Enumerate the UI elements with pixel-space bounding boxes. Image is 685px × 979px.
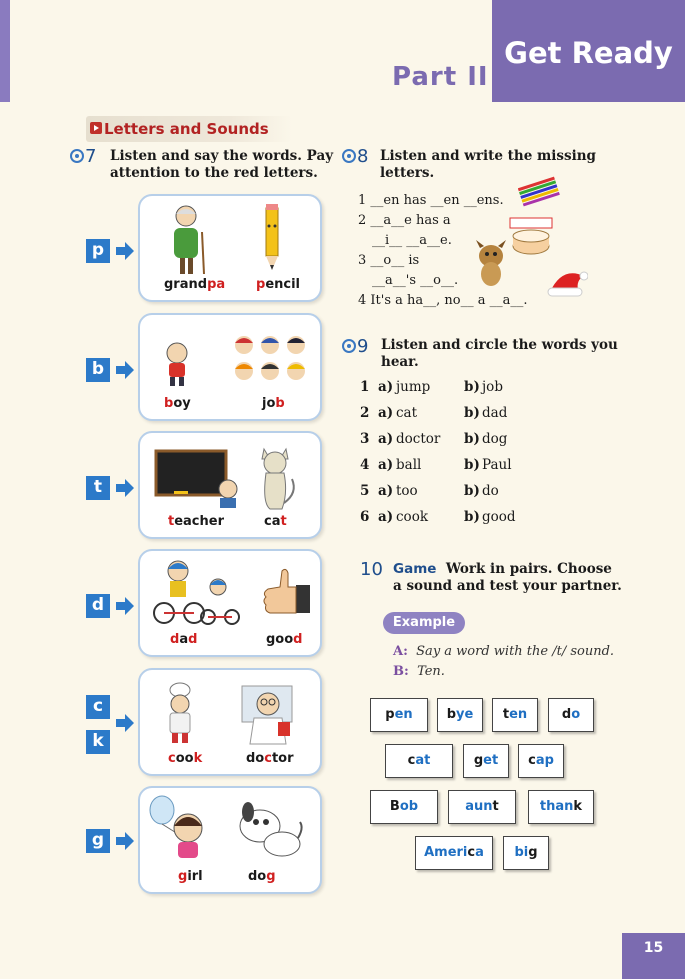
left-color-strip bbox=[0, 0, 10, 102]
word-good: good bbox=[266, 632, 303, 647]
ex9-row: 3 a) doctor b) dog bbox=[360, 431, 508, 447]
word-pencil: pencil bbox=[256, 277, 301, 292]
ex9-row: 2 a) cat b) dad bbox=[360, 405, 508, 421]
teacher-illustration bbox=[154, 449, 244, 509]
santa-hat-illustration bbox=[546, 266, 588, 298]
ex7-instruction: Listen and say the words. Pay attention to the red letters. bbox=[110, 148, 334, 181]
ex8-line: 4 It's a ha__, no__ a __a__. bbox=[358, 293, 528, 308]
pencil-illustration bbox=[258, 202, 286, 276]
pens-illustration bbox=[518, 176, 560, 208]
arrow-right-icon bbox=[116, 714, 134, 732]
doctor-illustration bbox=[240, 684, 300, 746]
arrow-right-icon bbox=[116, 597, 134, 615]
play-icon bbox=[90, 122, 102, 134]
word-job: job bbox=[262, 396, 285, 411]
cat-illustration bbox=[256, 443, 300, 511]
word-card-big: big bbox=[503, 836, 549, 870]
girl-illustration bbox=[148, 794, 214, 864]
example-line-b: B: Ten. bbox=[393, 664, 445, 679]
word-card-aunt: aunt bbox=[448, 790, 516, 824]
word-card-c-k bbox=[138, 668, 322, 776]
word-card-ten: ten bbox=[492, 698, 538, 732]
part-title: Part II bbox=[392, 62, 489, 92]
ex9-row: 5 a) too b) do bbox=[360, 483, 499, 499]
letter-p: p bbox=[86, 239, 110, 263]
word-card-p bbox=[138, 194, 322, 302]
ex8-number: 8 bbox=[342, 146, 368, 167]
ex10-instruction: Game Work in pairs. Choose a sound and test your partner. bbox=[393, 561, 622, 594]
ex8-line: __i__ __a__e. bbox=[372, 233, 452, 248]
ex8-line: 1 __en has __en __ens. bbox=[358, 193, 504, 208]
word-cook: cook bbox=[168, 751, 203, 766]
word-card-pen: pen bbox=[370, 698, 428, 732]
letter-k: k bbox=[86, 730, 110, 754]
ex9-instruction: Listen and circle the words you hear. bbox=[381, 337, 618, 370]
section-heading-text: Letters and Sounds bbox=[104, 120, 269, 138]
word-card-america: America bbox=[415, 836, 493, 870]
word-card-cap: cap bbox=[518, 744, 564, 778]
dog-illustration bbox=[474, 240, 508, 288]
word-card-t bbox=[138, 431, 322, 539]
cd-audio-icon bbox=[70, 149, 84, 163]
page-number: 15 bbox=[622, 933, 685, 979]
example-label: Example bbox=[383, 612, 465, 634]
dog-illustration bbox=[234, 798, 304, 864]
word-card-g bbox=[138, 786, 322, 894]
word-dad: dad bbox=[170, 632, 198, 647]
boy-illustration bbox=[160, 341, 194, 387]
word-girl: girl bbox=[178, 869, 203, 884]
letter-d: d bbox=[86, 594, 110, 618]
grandpa-illustration bbox=[162, 202, 210, 276]
ex9-row: 1 a) jump b) job bbox=[360, 379, 503, 395]
ex9-row: 6 a) cook b) good bbox=[360, 509, 516, 525]
thumbs-up-illustration bbox=[260, 567, 312, 619]
ex7-number: 7 bbox=[70, 146, 96, 167]
word-card-get: get bbox=[463, 744, 509, 778]
letter-t: t bbox=[86, 476, 110, 500]
arrow-right-icon bbox=[116, 479, 134, 497]
ex8-line: 3 __o__ is bbox=[358, 253, 420, 268]
word-card-d bbox=[138, 549, 322, 657]
letter-g: g bbox=[86, 829, 110, 853]
word-card-thank: thank bbox=[528, 790, 594, 824]
ex10-number: 10 bbox=[360, 559, 383, 580]
word-card-do: do bbox=[548, 698, 594, 732]
word-card-bye: bye bbox=[437, 698, 483, 732]
ex9-row: 4 a) ball b) Paul bbox=[360, 457, 512, 473]
birthday-cake-illustration bbox=[508, 216, 554, 256]
ex9-number: 9 bbox=[342, 336, 368, 357]
word-dog: dog bbox=[248, 869, 276, 884]
word-card-b bbox=[138, 313, 322, 421]
word-card-bob: Bob bbox=[370, 790, 438, 824]
example-line-a: A: Say a word with the /t/ sound. bbox=[393, 644, 615, 659]
arrow-right-icon bbox=[116, 361, 134, 379]
word-grandpa: grandpa bbox=[164, 277, 226, 292]
word-teacher: teacher bbox=[168, 514, 224, 529]
word-cat: cat bbox=[264, 514, 287, 529]
letter-c: c bbox=[86, 695, 110, 719]
dad-illustration bbox=[152, 557, 240, 627]
cd-audio-icon bbox=[342, 149, 356, 163]
word-boy: boy bbox=[164, 396, 191, 411]
cook-illustration bbox=[162, 682, 198, 746]
arrow-right-icon bbox=[116, 832, 134, 850]
ex8-line: __a__'s __o__. bbox=[372, 273, 459, 288]
ex8-instruction: Listen and write the missing letters. bbox=[380, 148, 596, 181]
section-heading bbox=[86, 116, 292, 142]
ex8-line: 2 __a__e has a bbox=[358, 213, 451, 228]
word-doctor: doctor bbox=[246, 751, 294, 766]
letter-b: b bbox=[86, 358, 110, 382]
arrow-right-icon bbox=[116, 242, 134, 260]
cd-audio-icon bbox=[342, 339, 356, 353]
workers-illustration bbox=[232, 333, 308, 387]
word-card-cat: cat bbox=[385, 744, 453, 778]
header-title: Get Ready bbox=[504, 36, 673, 70]
